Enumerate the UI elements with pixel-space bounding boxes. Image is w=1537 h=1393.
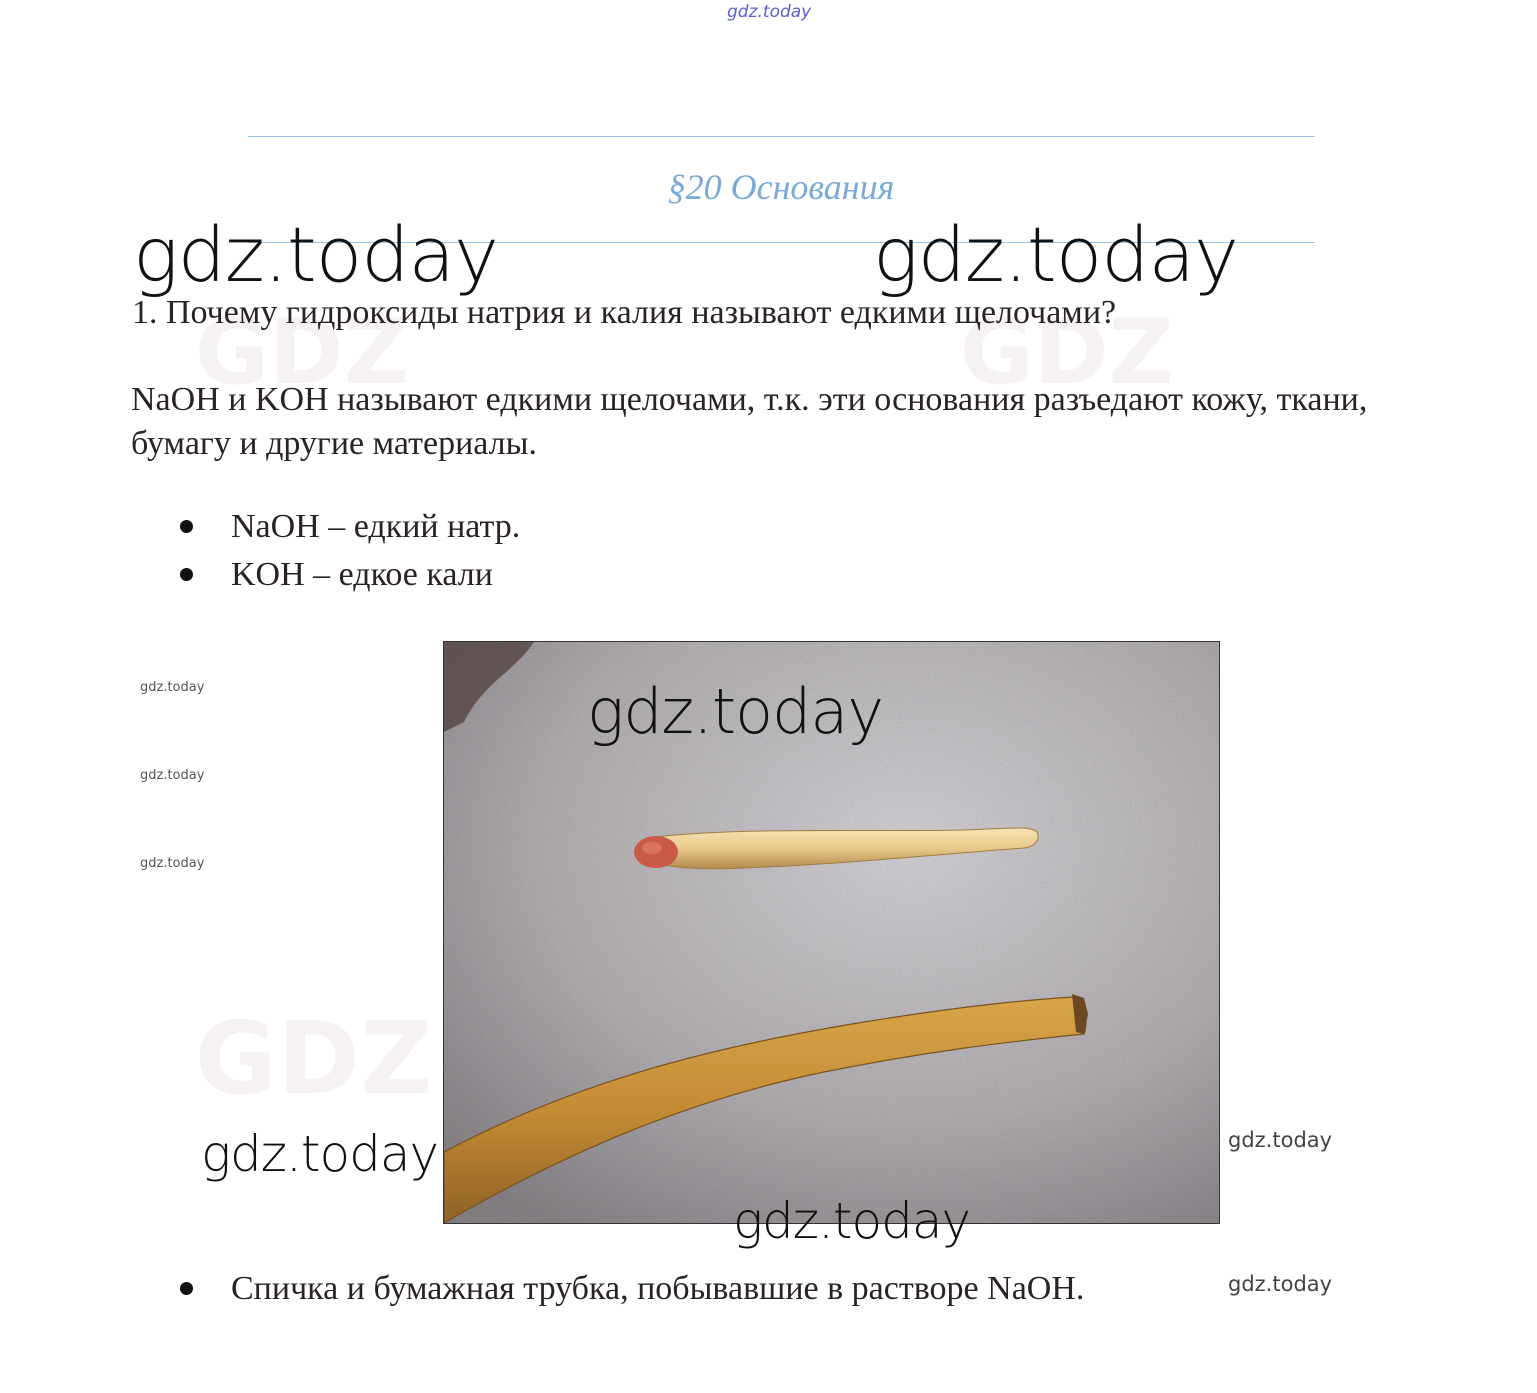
bullet-text: KOH – едкое кали xyxy=(231,556,493,593)
bullet-dot-icon xyxy=(180,1282,193,1295)
header-rule-top xyxy=(248,136,1315,137)
section-title: §20 Основания xyxy=(667,167,895,207)
bullet-item-naoh xyxy=(180,508,520,546)
caption-bullet xyxy=(180,1270,1084,1308)
bullet-dot-icon xyxy=(180,520,193,533)
answer-text: NaOH и KOH называют едкими щелочами, т.к. эти основания разъедают кожу, ткани, бумагу и другие материалы. xyxy=(131,381,1368,462)
faint-watermark: GDZ xyxy=(960,300,1174,405)
watermark-large: gdz.today xyxy=(201,1125,439,1183)
faint-watermark: GDZ xyxy=(195,1000,433,1117)
watermark-large: gdz.today xyxy=(733,1192,971,1250)
faint-watermark: GDZ xyxy=(195,300,409,405)
top-watermark: gdz.today xyxy=(727,2,812,22)
watermark-small: gdz.today xyxy=(140,680,205,695)
watermark-small: gdz.today xyxy=(140,768,205,783)
caption-text: Спичка и бумажная трубка, побывавшие в растворе NaOH. xyxy=(231,1270,1085,1307)
bullet-item-koh xyxy=(180,556,493,594)
watermark-small: gdz.today xyxy=(1228,1272,1333,1296)
watermark-large: gdz.today xyxy=(133,210,498,299)
watermark-large: gdz.today xyxy=(587,675,884,748)
bullet-dot-icon xyxy=(180,568,193,581)
bullet-text: NaOH – едкий натр. xyxy=(231,508,521,545)
watermark-small: gdz.today xyxy=(140,856,205,871)
watermark-large: gdz.today xyxy=(873,210,1238,299)
watermark-small: gdz.today xyxy=(1228,1128,1333,1152)
question-text: 1. Почему гидроксиды натрия и калия называют едкими щелочами? xyxy=(132,294,1117,331)
